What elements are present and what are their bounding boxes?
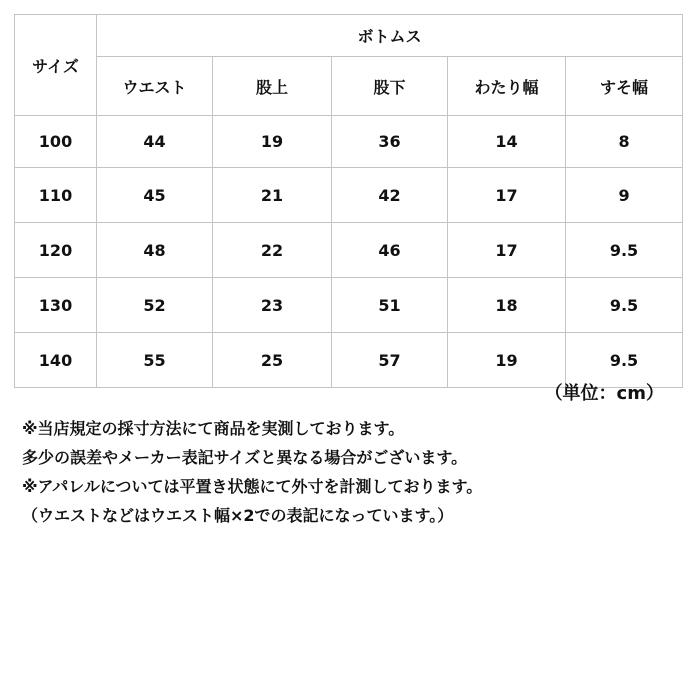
table-row — [15, 116, 683, 168]
value-cell: 51 — [332, 278, 448, 333]
value-cell: 42 — [332, 168, 448, 223]
value-cell: 25 — [213, 333, 332, 388]
value-cell: 52 — [97, 278, 213, 333]
value-cell: 19 — [448, 333, 566, 388]
table-row — [15, 278, 683, 333]
size-cell: 100 — [15, 116, 97, 168]
column-header-hem-width: すそ幅 — [566, 57, 683, 116]
value-cell: 9 — [566, 168, 683, 223]
value-cell: 21 — [213, 168, 332, 223]
value-cell: 14 — [448, 116, 566, 168]
value-cell: 23 — [213, 278, 332, 333]
column-header-thigh-width: わたり幅 — [448, 57, 566, 116]
value-cell: 18 — [448, 278, 566, 333]
value-cell: 9.5 — [566, 278, 683, 333]
size-cell: 130 — [15, 278, 97, 333]
note-line: （ウエストなどはウエスト幅×2での表記になっています。） — [22, 506, 454, 525]
column-header-inseam: 股下 — [332, 57, 448, 116]
value-cell: 44 — [97, 116, 213, 168]
notes-block — [22, 414, 682, 530]
value-cell: 19 — [213, 116, 332, 168]
value-cell: 9.5 — [566, 223, 683, 278]
size-chart-table — [14, 14, 683, 388]
value-cell: 36 — [332, 116, 448, 168]
size-header: サイズ — [15, 15, 97, 116]
value-cell: 46 — [332, 223, 448, 278]
value-cell: 9.5 — [566, 333, 683, 388]
value-cell: 48 — [97, 223, 213, 278]
column-header-waist: ウエスト — [97, 57, 213, 116]
value-cell: 8 — [566, 116, 683, 168]
column-header-rise: 股上 — [213, 57, 332, 116]
value-cell: 55 — [97, 333, 213, 388]
value-cell: 17 — [448, 223, 566, 278]
note-line: ※当店規定の採寸方法にて商品を実測しております。 — [22, 419, 405, 438]
bottoms-group-header: ボトムス — [97, 15, 683, 57]
unit-label: （単位：cm） — [544, 383, 664, 404]
size-cell: 110 — [15, 168, 97, 223]
table-row — [15, 168, 683, 223]
size-cell: 140 — [15, 333, 97, 388]
header-row-group — [15, 15, 683, 57]
value-cell: 17 — [448, 168, 566, 223]
table-row — [15, 223, 683, 278]
value-cell: 45 — [97, 168, 213, 223]
header-row-columns — [15, 57, 683, 116]
value-cell: 22 — [213, 223, 332, 278]
size-cell: 120 — [15, 223, 97, 278]
note-line: 多少の誤差やメーカー表記サイズと異なる場合がございます。 — [22, 448, 468, 467]
note-line: ※アパレルについては平置き状態にて外寸を計測しております。 — [22, 477, 483, 496]
value-cell: 57 — [332, 333, 448, 388]
